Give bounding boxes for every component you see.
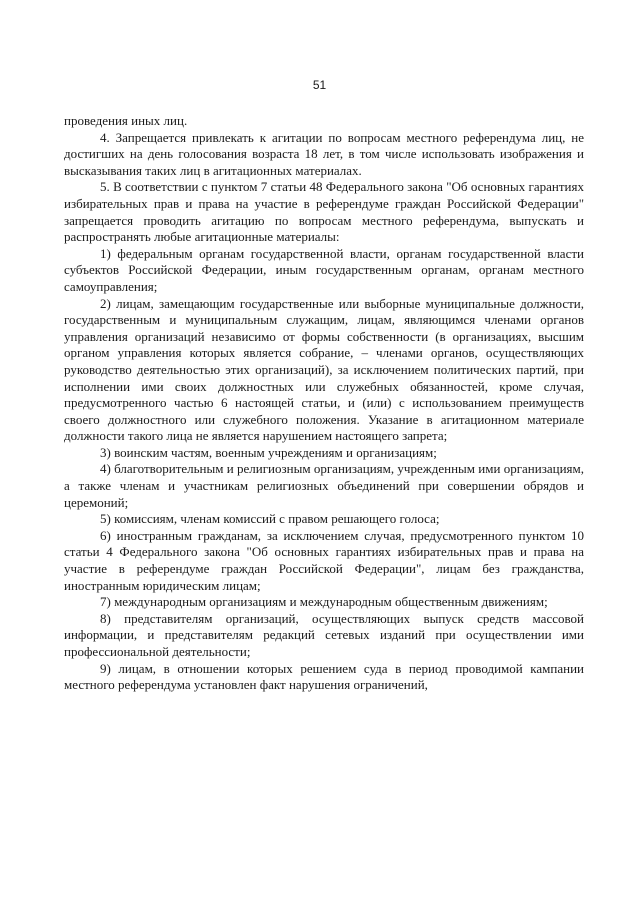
subitem-6: 6) иностранным гражданам, за исключением случая, предусмотренного пунктом 10 статьи 4 Федерального закона "Об основных гарантиях избирательных прав и права на участие в референдуме граждан Российской Федерации", лицам без гражданства, иностранным юридическим лицам; bbox=[64, 527, 584, 593]
page-number: 51 bbox=[312, 78, 327, 92]
subitem-5: 5) комиссиям, членам комиссий с правом решающего голоса; bbox=[100, 511, 440, 527]
subitem-9: 9) лицам, в отношении которых решением суда в период проводимой кампании местного референдума установлен факт нарушения ограничений, bbox=[64, 660, 584, 693]
paragraph-continuation: проведения иных лиц. bbox=[64, 113, 188, 128]
subitem-7: 7) международным организациям и международным общественным движениям; bbox=[100, 594, 548, 610]
subitem-2: 2) лицам, замещающим государственные или выборные муниципальные должности, государственным и муниципальным служащим, лицам, являющимся членами органов управления организаций независимо от формы собственности (в организациях, высшим органом управления которых является собрание, – членами органов, осуществляющих руководство деятельностью этих организаций), за исключением политических партий, при исполнении ими своих должностных или служебных обязанностей, кроме случая, предусмотренного частью 6 настоящей статьи, и (или) с использованием преимуществ своего должностного или служебного положения. Указание в агитационном материале должности такого лица не является нарушением настоящего запрета; bbox=[64, 295, 584, 444]
paragraph-item-4: 4. Запрещается привлекать к агитации по вопросам местного референдума лиц, не достигших на день голосования возраста 18 лет, в том числе использовать изображения и высказывания таких лиц в агитационных материалах. bbox=[64, 129, 584, 178]
subitem-4: 4) благотворительным и религиозным организациям, учрежденным ими организациям, а также членам и участникам религиозных объединений при совершении обрядов и церемоний; bbox=[64, 461, 584, 510]
paragraph-item-5: 5. В соответствии с пунктом 7 статьи 48 Федерального закона "Об основных гарантиях избирательных прав и права на участие в референдуме граждан Российской Федерации" запрещается проводить агитацию по вопросам местного референдума, выпускать и распространять любые агитационные материалы: bbox=[64, 179, 584, 245]
subitem-3: 3) воинским частям, военным учреждениям и организациям; bbox=[100, 444, 437, 460]
subitem-1: 1) федеральным органам государственной власти, органам государственной власти субъектов Российской Федерации, иным государственным органам, органам местного самоуправления; bbox=[64, 245, 584, 294]
subitem-8: 8) представителям организаций, осуществляющих выпуск средств массовой информации, и представителям редакций сетевых изданий при осуществлении ими профессиональной деятельности; bbox=[64, 610, 584, 659]
document-body bbox=[64, 113, 584, 694]
